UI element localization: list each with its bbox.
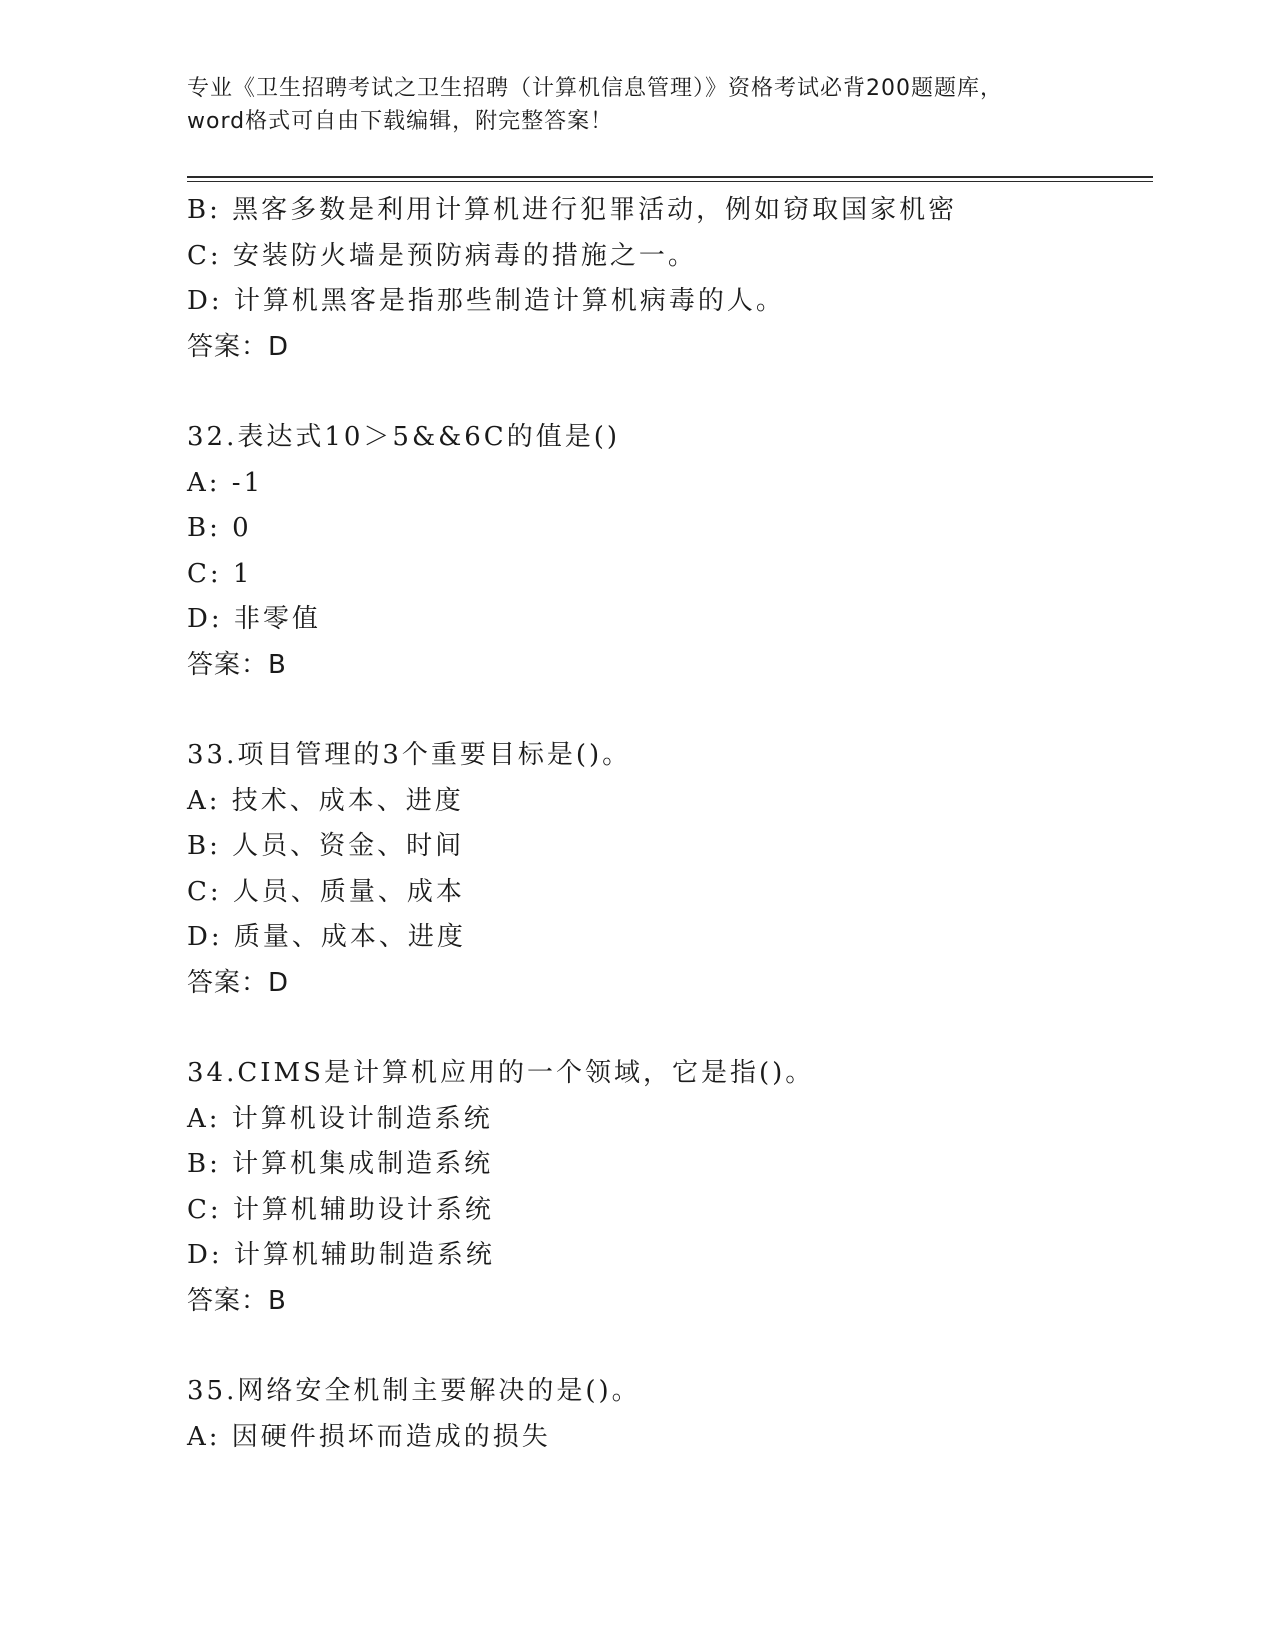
answer-line: 答案：D	[187, 331, 290, 362]
question-list	[187, 188, 1147, 1460]
spacer	[187, 688, 1147, 733]
option-c: C: 安装防火墙是预防病毒的措施之一。	[187, 240, 697, 271]
option-a: A: 技术、成本、进度	[187, 785, 464, 816]
option-b: B: 0	[187, 513, 252, 543]
question-stem: 35.网络安全机制主要解决的是()。	[187, 1376, 641, 1406]
document-header	[187, 72, 1087, 138]
question-stem: 32.表达式10＞5&&6C的值是()	[187, 422, 620, 452]
option-a: A: 计算机设计制造系统	[187, 1103, 493, 1134]
option-c: C: 人员、质量、成本	[187, 876, 465, 907]
option-d: D: 非零值	[187, 604, 321, 634]
header-divider-thick	[187, 176, 1153, 178]
option-d: D: 计算机辅助制造系统	[187, 1240, 495, 1270]
question-31-tail	[187, 188, 1147, 370]
question-34	[187, 1051, 1147, 1324]
answer-line: 答案：B	[187, 649, 287, 680]
question-32	[187, 415, 1147, 688]
option-a: A: 因硬件损坏而造成的损失	[187, 1421, 551, 1452]
spacer	[187, 370, 1147, 415]
question-stem: 34.CIMS是计算机应用的一个领域，它是指()。	[187, 1058, 815, 1088]
spacer	[187, 1006, 1147, 1051]
question-33	[187, 733, 1147, 1006]
answer-line: 答案：D	[187, 967, 290, 998]
option-b: B: 人员、资金、时间	[187, 831, 465, 861]
option-c: C: 计算机辅助设计系统	[187, 1194, 494, 1225]
header-title-line-1: 专业《卫生招聘考试之卫生招聘（计算机信息管理）》资格考试必背200题题库，	[187, 76, 1003, 101]
question-stem: 33.项目管理的3个重要目标是()。	[187, 740, 632, 770]
header-divider-thin	[187, 181, 1153, 182]
option-a: A: -1	[187, 467, 264, 498]
header-title-line-2: word格式可自由下载编辑，附完整答案！	[187, 109, 614, 134]
option-b: B: 黑客多数是利用计算机进行犯罪活动，例如窃取国家机密	[187, 195, 958, 225]
option-c: C: 1	[187, 558, 253, 589]
option-d: D: 质量、成本、进度	[187, 922, 466, 952]
option-b: B: 计算机集成制造系统	[187, 1149, 494, 1179]
question-35	[187, 1369, 1147, 1460]
spacer	[187, 1324, 1147, 1369]
answer-line: 答案：B	[187, 1285, 287, 1316]
option-d: D: 计算机黑客是指那些制造计算机病毒的人。	[187, 286, 785, 316]
